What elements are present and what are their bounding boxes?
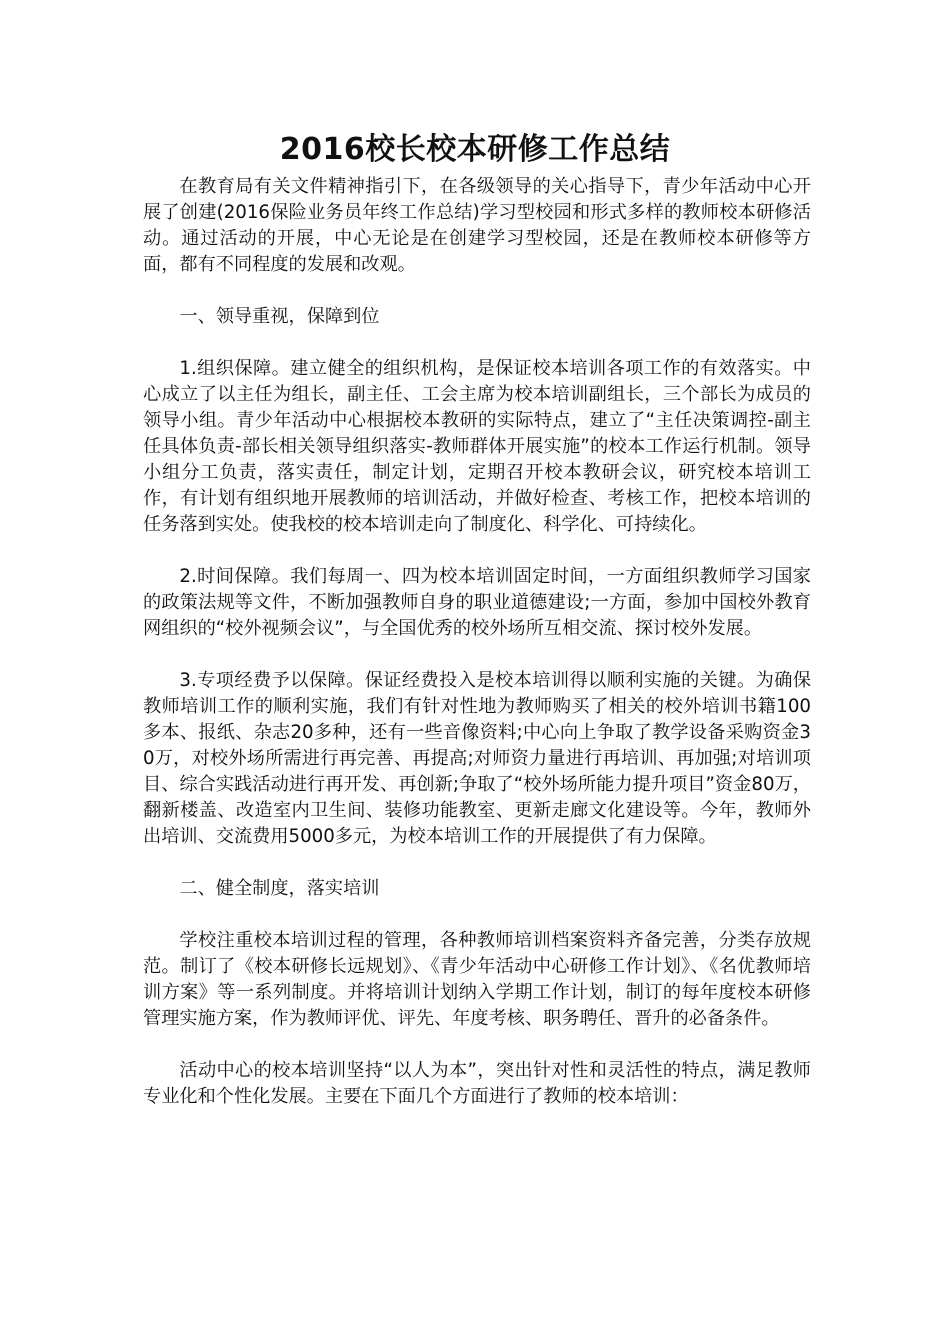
intro-paragraph: 在教育局有关文件精神指引下，在各级领导的关心指导下，青少年活动中心开展了创建(2016保险业务员年终工作总结)学习型校园和形式多样的教师校本研修活动。通过活动的开展，中心无论是在创建学习型校园，还是在教师校本研修等方面，都有不同程度的发展和改观。 bbox=[143, 176, 811, 275]
organization-paragraph: 1.组织保障。建立健全的组织机构，是保证校本培训各项工作的有效落实。中心成立了以主任为组长，副主任、工会主席为校本培训副组长，三个部长为成员的领导小组。青少年活动中心根据校本教研的实际特点，建立了“主任决策调控-副主任具体负责-部长相关领导组织落实-教师群体开展实施”的校本工作运行机制。领导小组分工负责，落实责任，制定计划，定期召开校本教研会议，研究校本培训工作，有计划有组织地开展教师的培训活动，并做好检查、考核工作，把校本培训的任务落到实处。使我校的校本培训走向了制度化、科学化、可持续化。 bbox=[143, 358, 811, 535]
management-paragraph: 学校注重校本培训过程的管理，各种教师培训档案资料齐备完善，分类存放规范。制订了《校本研修长远规划》、《青少年活动中心研修工作计划》、《名优教师培训方案》等一系列制度。并将培训计划纳入学期工作计划，制订的每年度校本研修管理实施方案，作为教师评优、评先、年度考核、职务聘任、晋升的必备条件。 bbox=[143, 930, 811, 1029]
training-paragraph: 活动中心的校本培训坚持“以人为本”，突出针对性和灵活性的特点，满足教师专业化和个性化发展。主要在下面几个方面进行了教师的校本培训： bbox=[143, 1060, 811, 1107]
document-body bbox=[143, 174, 811, 1110]
document-title: 2016校长校本研修工作总结 bbox=[279, 132, 671, 167]
section-heading-1: 一、领导重视，保障到位 bbox=[179, 306, 380, 327]
time-paragraph: 2.时间保障。我们每周一、四为校本培训固定时间，一方面组织教师学习国家的政策法规等文件，不断加强教师自身的职业道德建设;一方面，参加中国校外教育网组织的“校外视频会议”，与全国优秀的校外场所互相交流、探讨校外发展。 bbox=[143, 566, 811, 639]
section-heading-2: 二、健全制度，落实培训 bbox=[179, 878, 380, 899]
funding-paragraph: 3.专项经费予以保障。保证经费投入是校本培训得以顺利实施的关键。为确保教师培训工作的顺利实施，我们有针对性地为教师购买了相关的校外培训书籍100多本、报纸、杂志20多种，还有一些音像资料;中心向上争取了教学设备采购资金30万，对校外场所需进行再完善、再提高;对师资力量进行再培训、再加强;对培训项目、综合实践活动进行再开发、再创新;争取了“校外场所能力提升项目”资金80万，翻新楼盖、改造室内卫生间、装修功能教室、更新走廊文化建设等。今年，教师外出培训、交流费用5000多元，为校本培训工作的开展提供了有力保障。 bbox=[143, 670, 811, 847]
